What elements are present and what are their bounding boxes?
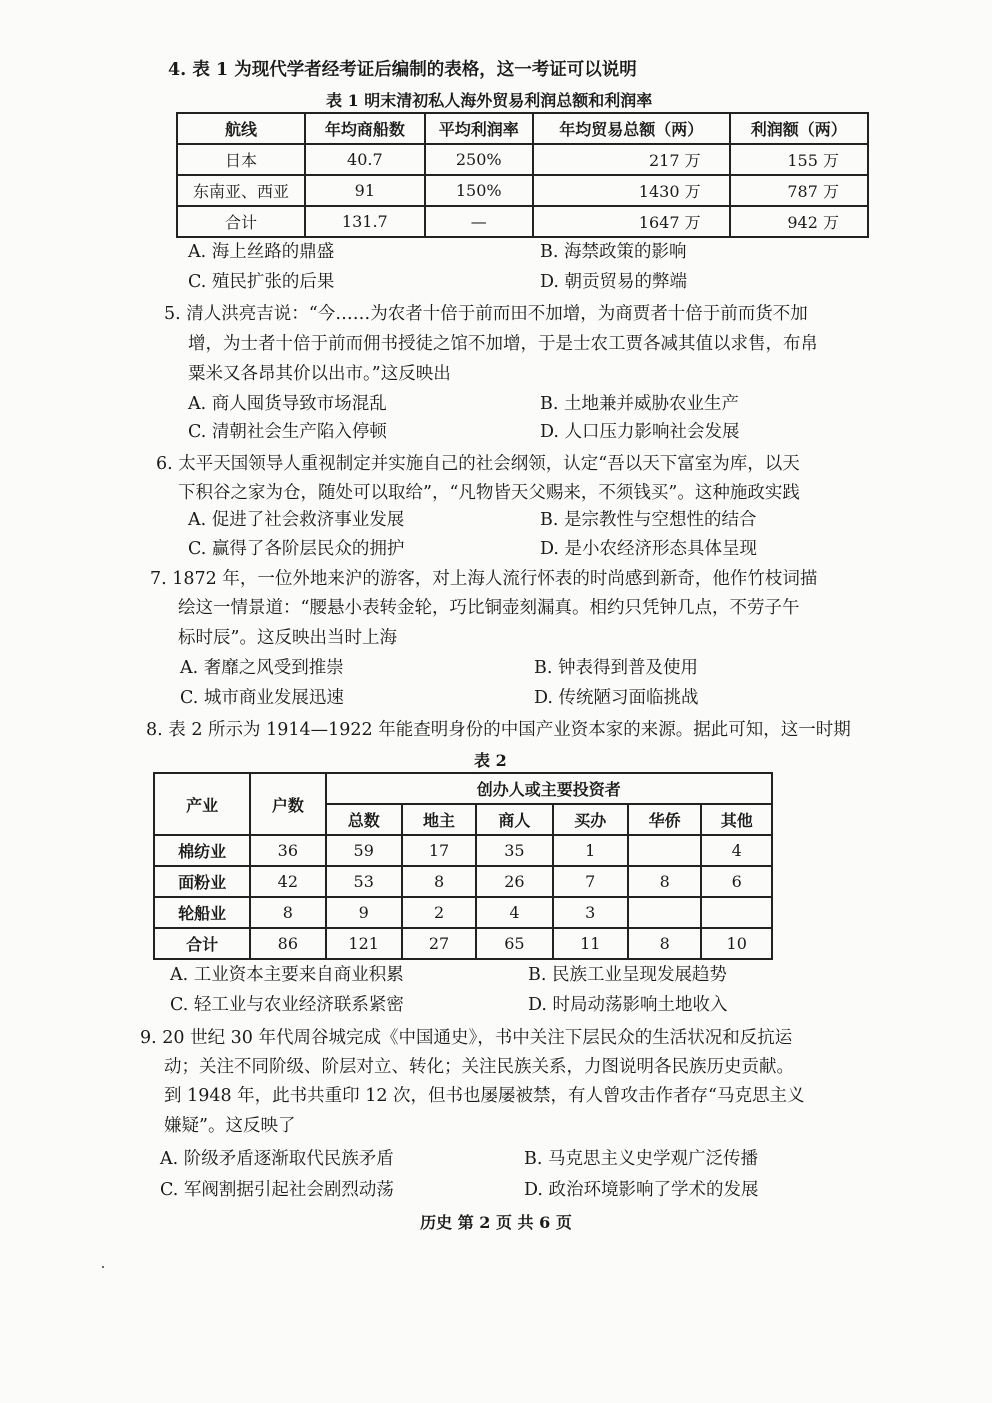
q7-stem-line: 绘这一情景道：“腰悬小表转金轮，巧比铜壶刻漏真。相约只凭钟几点，不劳子午: [178, 598, 800, 618]
table-row: [154, 835, 772, 866]
table2-cell: 8: [250, 897, 325, 928]
q5-stem-line: 5. 清人洪亮吉说：“今……为农者十倍于前而田不加增，为商贾者十倍于前而货不加: [164, 304, 808, 324]
table2-cell: 8: [628, 866, 701, 897]
q5-option-b: B. 土地兼并威胁农业生产: [540, 394, 739, 414]
q4-stem: 4. 表 1 为现代学者经考证后编制的表格，这一考证可以说明: [168, 60, 637, 80]
table1-cell: 150%: [425, 175, 533, 206]
q5-stem-line: 增，为士者十倍于前而佣书授徒之馆不加增，于是士农工贾各减其值以求售，布帛: [188, 334, 818, 354]
q5-option-c: C. 清朝社会生产陷入停顿: [188, 422, 387, 442]
table2-cell: 65: [476, 928, 552, 959]
q6-stem-line: 下积谷之家为仓，随处可以取给”，“凡物皆天父赐来，不须钱买”。这种施政实践: [178, 483, 800, 503]
table2-cell: 3: [553, 897, 628, 928]
q4-option-c: C. 殖民扩张的后果: [188, 272, 335, 292]
q9-stem-line: 嫌疑”。这反映了: [164, 1116, 296, 1136]
q6-option-d: D. 是小农经济形态具体呈现: [540, 539, 758, 559]
table2-cell: 11: [553, 928, 628, 959]
table1-header-cell: 利润额（两）: [730, 113, 868, 144]
table2-cell: 4: [701, 835, 772, 866]
q7-stem-line: 标时辰”。这反映出当时上海: [178, 628, 397, 648]
table2-cell: 36: [250, 835, 325, 866]
table1-header-row: [177, 113, 868, 144]
table2-cell: 8: [628, 928, 701, 959]
q7-option-c: C. 城市商业发展迅速: [180, 688, 344, 708]
table1: [176, 112, 869, 238]
table2-cell: 2: [402, 897, 476, 928]
table2-cell: 121: [326, 928, 402, 959]
table1-cell: 787 万: [730, 175, 868, 206]
q9-stem-line: 动；关注不同阶级、阶层对立、转化；关注民族关系，力图说明各民族历史贡献。: [164, 1057, 794, 1077]
table2-cell: 1: [553, 835, 628, 866]
table2-cell: 53: [326, 866, 402, 897]
table2-cell: 7: [553, 866, 628, 897]
table2-cell: 59: [326, 835, 402, 866]
table2-cell: [701, 897, 772, 928]
table-row: [154, 897, 772, 928]
table1-caption: 表 1 明末清初私人海外贸易利润总额和利润率: [326, 91, 653, 110]
table2-cell: 86: [250, 928, 325, 959]
table1-header-cell: 年均商船数: [305, 113, 425, 144]
table2-header-cell: 华侨: [628, 804, 701, 835]
table2-header-row: [154, 773, 772, 804]
table2-cell: 17: [402, 835, 476, 866]
table2-header-cell: 地主: [402, 804, 476, 835]
q7-option-b: B. 钟表得到普及使用: [534, 658, 698, 678]
q6-option-a: A. 促进了社会救济事业发展: [188, 510, 405, 530]
table1-cell: 155 万: [730, 144, 868, 175]
table1-cell: 217 万: [533, 144, 730, 175]
table2-cell: 10: [701, 928, 772, 959]
table1-cell: —: [425, 206, 533, 237]
q9-stem-line: 9. 20 世纪 30 年代周谷城完成《中国通史》，书中关注下层民众的生活状况和反抗运: [140, 1028, 793, 1048]
table-row: [154, 928, 772, 959]
table2-cell: 35: [476, 835, 552, 866]
q4-option-d: D. 朝贡贸易的弊端: [540, 272, 688, 292]
table2-caption: 表 2: [474, 751, 507, 770]
q9-option-b: B. 马克思主义史学观广泛传播: [524, 1149, 758, 1169]
table1-cell: 250%: [425, 144, 533, 175]
q9-option-d: D. 政治环境影响了学术的发展: [524, 1180, 759, 1200]
page-footer: 历史 第 2 页 共 6 页: [420, 1213, 572, 1232]
table2-header-cell: 商人: [476, 804, 552, 835]
q7-stem-line: 7. 1872 年，一位外地来沪的游客，对上海人流行怀表的时尚感到新奇，他作竹枝词描: [150, 569, 818, 589]
table-row: [177, 206, 868, 237]
table1-header-cell: 平均利润率: [425, 113, 533, 144]
q8-stem: 8. 表 2 所示为 1914—1922 年能查明身份的中国产业资本家的来源。据此可知，这一时期: [146, 720, 851, 740]
table-row: [177, 175, 868, 206]
q8-option-a: A. 工业资本主要来自商业积累: [170, 965, 404, 985]
q5-option-a: A. 商人囤货导致市场混乱: [188, 394, 387, 414]
table2-cell: [628, 835, 701, 866]
q9-option-c: C. 军阀割据引起社会剧烈动荡: [160, 1180, 394, 1200]
q7-option-d: D. 传统陋习面临挑战: [534, 688, 699, 708]
table2-header-cell: 买办: [553, 804, 628, 835]
table1-cell: 日本: [177, 144, 305, 175]
table2-cell: 4: [476, 897, 552, 928]
table2: [153, 772, 773, 960]
table2-cell: 棉纺业: [154, 835, 250, 866]
q6-option-b: B. 是宗教性与空想性的结合: [540, 510, 757, 530]
table1-cell: 合计: [177, 206, 305, 237]
table2-cell: 27: [402, 928, 476, 959]
table1-header-cell: 航线: [177, 113, 305, 144]
scan-speck: [102, 1266, 104, 1268]
q6-option-c: C. 赢得了各阶层民众的拥护: [188, 539, 405, 559]
q9-option-a: A. 阶级矛盾逐渐取代民族矛盾: [160, 1149, 394, 1169]
q8-option-d: D. 时局动荡影响土地收入: [528, 995, 728, 1015]
table-row: [154, 866, 772, 897]
q4-option-a: A. 海上丝路的鼎盛: [188, 242, 335, 262]
table2-cell: 8: [402, 866, 476, 897]
table1-cell: 1430 万: [533, 175, 730, 206]
table1-cell: 91: [305, 175, 425, 206]
table-row: [177, 144, 868, 175]
table2-header-cell: 其他: [701, 804, 772, 835]
table2-header-cell: 总数: [326, 804, 402, 835]
table2-cell: 26: [476, 866, 552, 897]
table1-cell: 131.7: [305, 206, 425, 237]
table1-cell: 东南亚、西亚: [177, 175, 305, 206]
table1-header-cell: 年均贸易总额（两）: [533, 113, 730, 144]
table2-cell: 面粉业: [154, 866, 250, 897]
table2-cell: 轮船业: [154, 897, 250, 928]
q8-option-c: C. 轻工业与农业经济联系紧密: [170, 995, 404, 1015]
table2-cell: 42: [250, 866, 325, 897]
table2-group-header: 创办人或主要投资者: [326, 773, 772, 804]
table2-header-cell: 产业: [154, 773, 250, 835]
q8-option-b: B. 民族工业呈现发展趋势: [528, 965, 727, 985]
table1-cell: 1647 万: [533, 206, 730, 237]
table2-cell: [628, 897, 701, 928]
table1-cell: 40.7: [305, 144, 425, 175]
table1-cell: 942 万: [730, 206, 868, 237]
q5-option-d: D. 人口压力影响社会发展: [540, 422, 740, 442]
q9-stem-line: 到 1948 年，此书共重印 12 次，但书也屡屡被禁，有人曾攻击作者存“马克思主义: [164, 1086, 805, 1106]
table2-cell: 合计: [154, 928, 250, 959]
table2-header-cell: 户数: [250, 773, 325, 835]
q7-option-a: A. 奢靡之风受到推崇: [180, 658, 344, 678]
table2-cell: 9: [326, 897, 402, 928]
q6-stem-line: 6. 太平天国领导人重视制定并实施自己的社会纲领，认定“吾以天下富室为库，以天: [156, 454, 800, 474]
q4-option-b: B. 海禁政策的影响: [540, 242, 687, 262]
table2-cell: 6: [701, 866, 772, 897]
q5-stem-line: 粟米又各昂其价以出市。”这反映出: [188, 364, 451, 384]
